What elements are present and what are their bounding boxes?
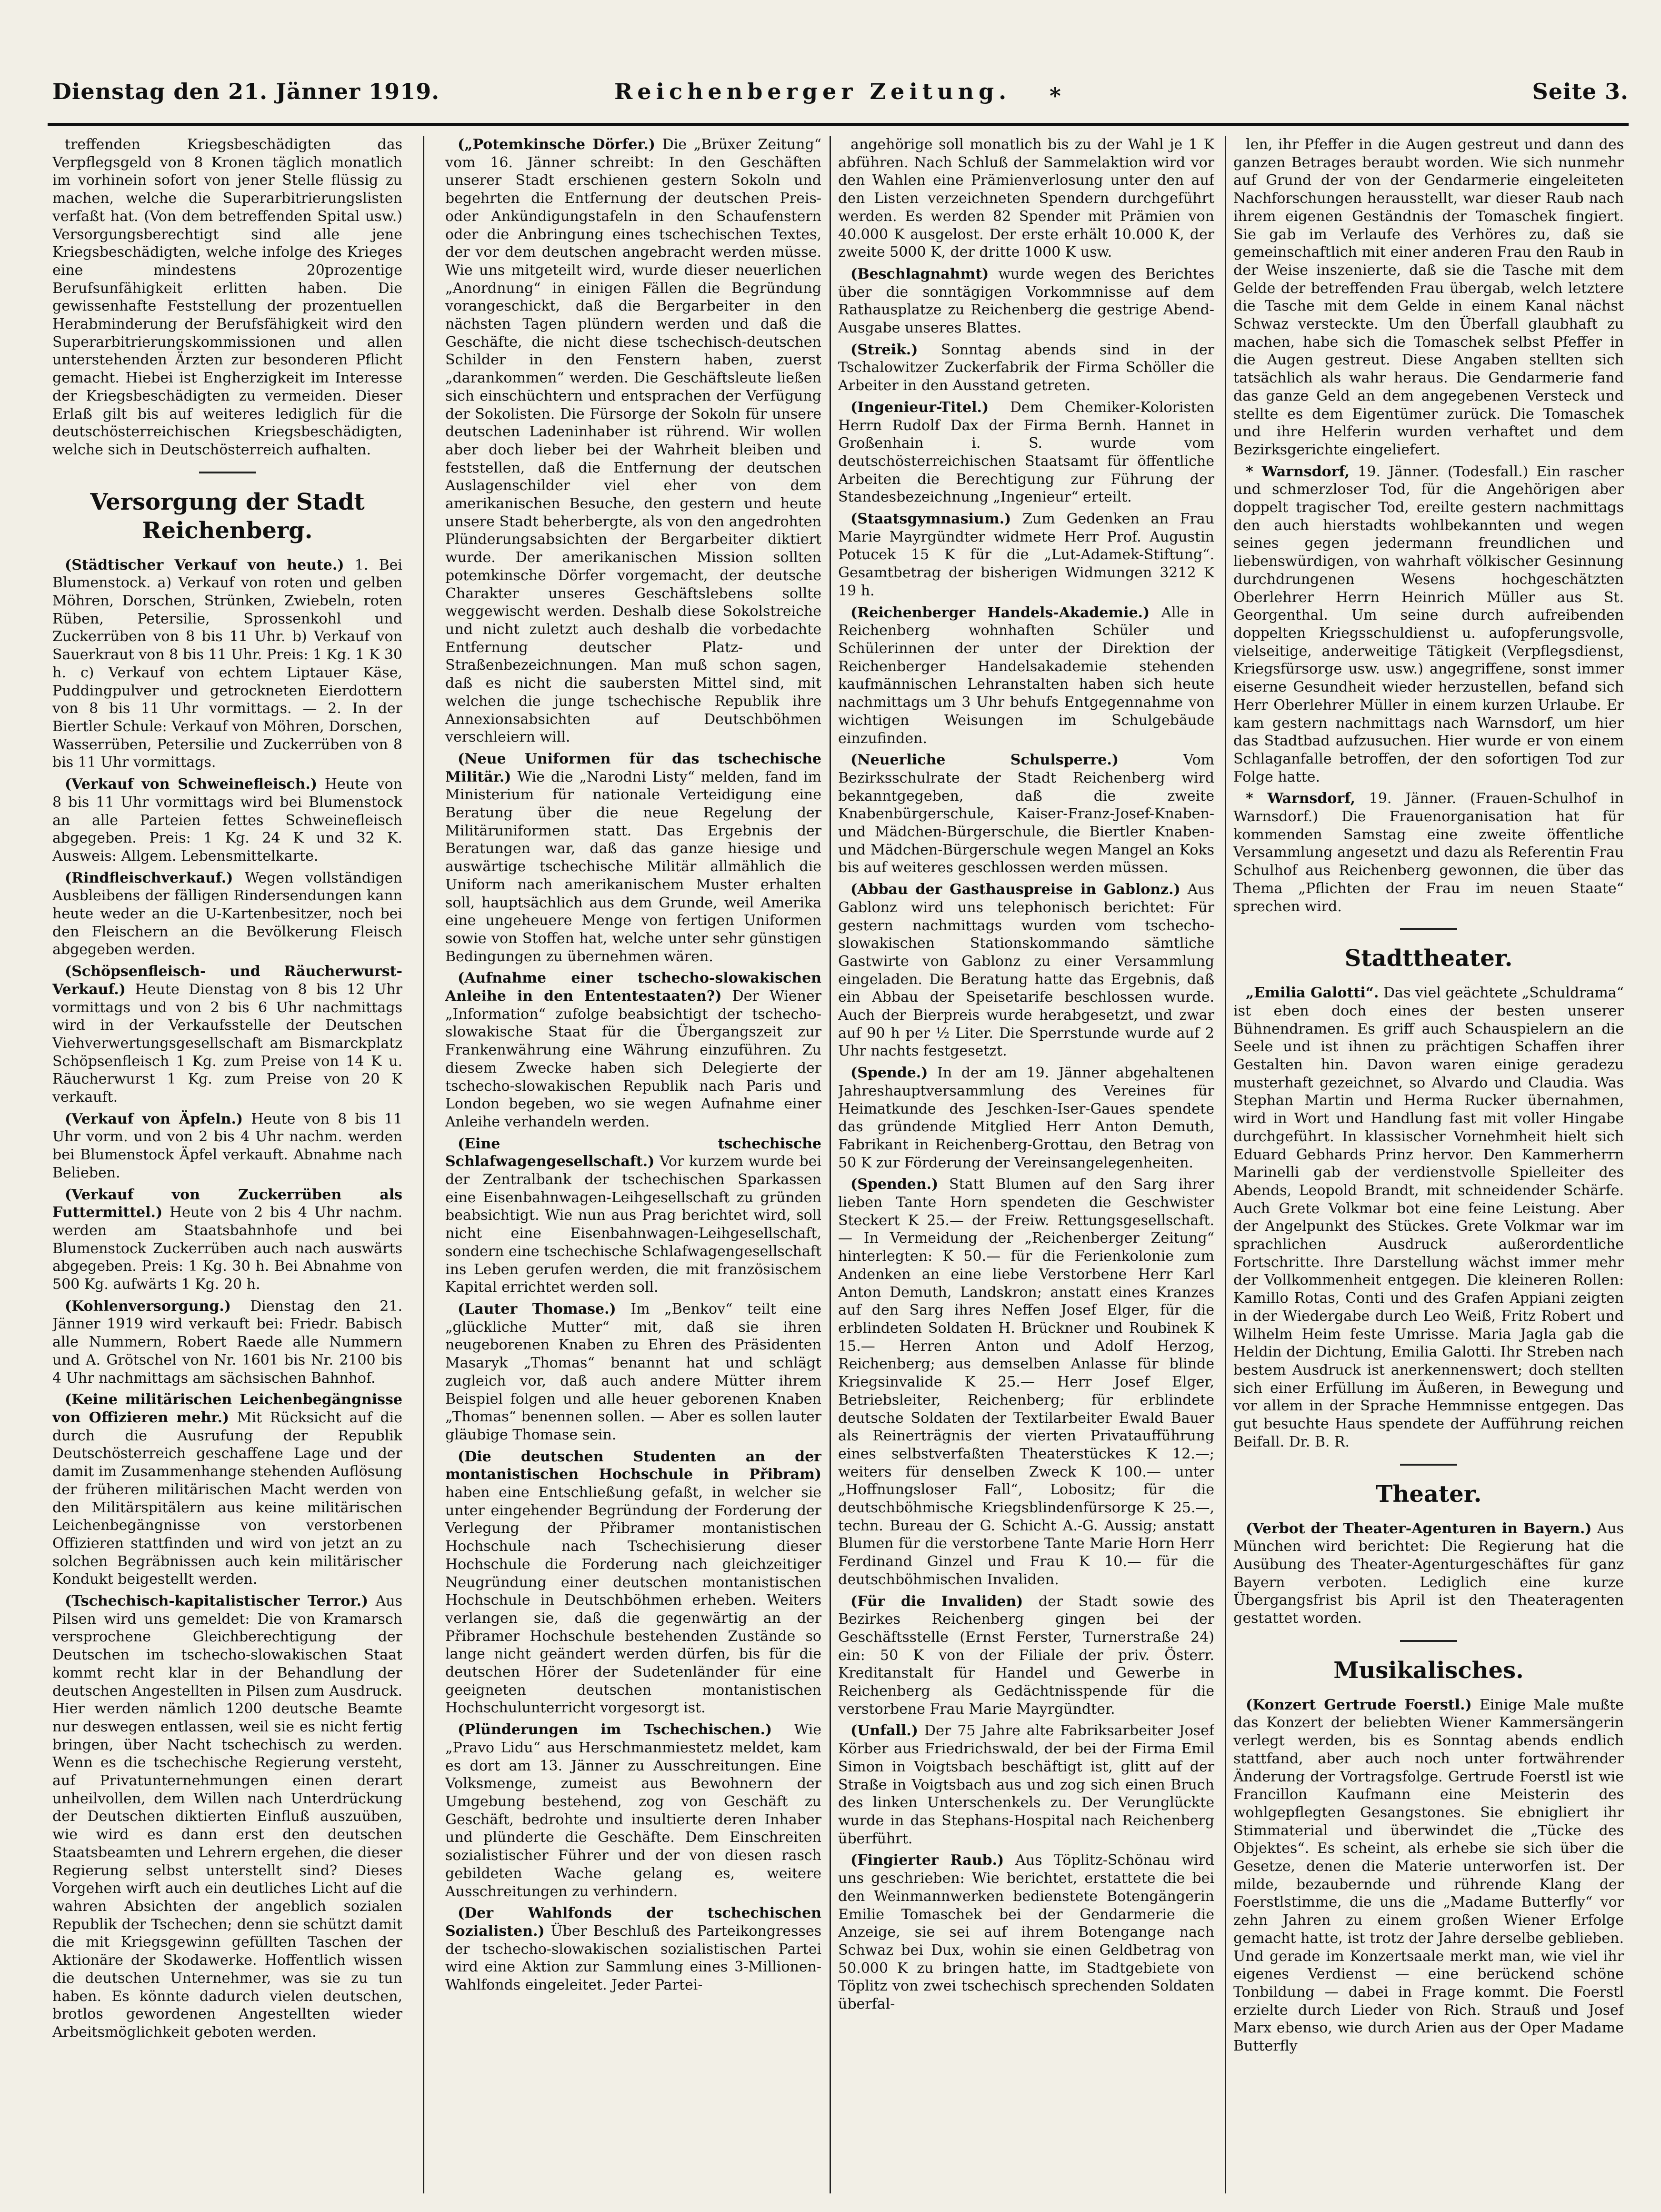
article-paragraph: [52, 556, 402, 772]
article-text: Vom Bezirksschulrate der Stadt Reichenberg wird bekanntgegeben, daß die zweite Knabenbürgerschule, Kaiser-Franz-Josef-Knaben- und Mädchen-Bürgerschule, die Biertler Knaben- und Mädchen-Bürgerschule wegen Mangel an Koks bis auf weiteres geschlossen werden müssen.: [838, 752, 1214, 876]
article-lead: (Reichenberger Handels-Akademie.): [851, 604, 1150, 621]
article-text: haben eine Entschließung gefaßt, in welcher sie unter eingehender Begründung der Forderung der Verlegung der Přibramer montanistischen Hochschule nach Tschechisierung dieser Hochschule die Forderung nach gleichzeitiger Neugründung einer deutschen montanistischen Hochschule in Deutschböhmen erheben. Weiters verlangen sie, daß die gegenwärtig an der Přibramer Hochschule bestehenden Zustände so lange nicht geändert werden dürfen, bis für die deutschen Hörer der Sudetenländer für eine geeigneten deutschen montanistischen Hochschulunterricht vorgesorgt ist.: [445, 1484, 821, 1717]
article-text: Aus Pilsen wird uns gemeldet: Die von Kramarsch versprochene Gleichberechtigung der Deutschen im tschecho-slowakischen Staat kommt recht klar in der Behandlung der deutschen Angestellten in Pilsen zum Ausdruck. Hier werden nämlich 1200 deutsche Beamte nur deswegen entlassen, weil sie es nicht fertig bringen, über Nacht tschechisch zu werden. Wenn es die tschechische Regierung versteht, auf Privatunternehmungen einen derart unheilvollen, dem Willen nach Unterdrückung der Deutschen diktierten Einfluß auszuüben, wie wird es dann erst den deutschen Staatsbeamten und Lehrern ergehen, die dieser Regierung selbst unterstellt sind? Dieses Vorgehen wirft auch ein deutliches Licht auf die wahren Absichten der angeblich sozialen Republik der Tschechen; denn sie schützt damit die mit Kriegsgewinn gefüllten Taschen der Aktionäre der Skodawerke. Hoffentlich wissen die deutschen Unternehmer, was sie zu tun haben. Es könnte dadurch vielen deutschen, brotlos gewordenen Angestellten wieder Arbeitsmöglichkeit geboten werden.: [52, 1593, 402, 2041]
article-paragraph: [445, 969, 821, 1131]
article-lead: (Spenden.): [851, 1176, 939, 1193]
article-lead: (Verkauf von Zuckerrüben als Futtermittel.): [52, 1186, 402, 1221]
article-text: wurde wegen des Berichtes über die sonntägigen Vorkommnisse auf dem Rathausplatze zu Reichenberg die gestrige Abend-Ausgabe unseres Blattes.: [838, 265, 1214, 337]
article-lead: * Warnsdorf,: [1246, 463, 1350, 480]
section-heading: Versorgung der Stadt Reichenberg.: [90, 488, 365, 544]
column-bottom-fade: [52, 2174, 402, 2193]
article-lead: (Aufnahme einer tschecho-slowakischen Anleihe in den Ententestaaten?): [445, 970, 821, 1005]
article-text: Vor kurzem wurde bei der Zentralbank der tschechischen Sparkassen eine Eisenbahnwagen-Leihgesellschaft zu gründen beabsichtigt. Wie nun aus Prag berichtet wird, soll nicht eine Eisenbahnwagen-Leihgesellschaft, sondern eine tschechische Schlafwagengesellschaft ins Leben gerufen werden, die mit französischem Kapital errichtet werden soll.: [445, 1153, 821, 1296]
article-paragraph: [52, 1297, 402, 1388]
article-lead: (Neuerliche Schulsperre.): [851, 752, 1119, 769]
article-text: 19. Jänner. (Todesfall.) Ein rascher und schmerzloser Tod, für die Angehörigen aber doppelt tragischer Tod, ereilte gestern nachmittags den auch hierstadts wohlbekannten und wegen seines gegen jedermann freundlichen und liebenswürdigen, von wahrhaft völkischer Gesinnung durchdrungenen Wesens hochgeschätzten Oberlehrer Herrn Heinrich Müller aus St. Georgenthal. Um seine durch aufreibenden doppelten Kriegsschuldienst u. aufopferungsvolle, vielseitige, anderweitige Tätigkeit (Verpflegsdienst, Kriegsfürsorge usw. usw.) angegriffene, sonst immer eiserne Gesundheit wieder herzustellen, befand sich Herr Oberlehrer Müller in einem kurzen Urlaube. Er kam gestern nachmittags nach Warnsdorf, um hier das Stadtbad aufzusuchen. Hier wurde er von einem Schlaganfalle betroffen, der den sofortigen Tod zur Folge hatte.: [1233, 463, 1624, 785]
article-lead: „Emilia Galotti“.: [1246, 985, 1379, 1002]
page-header: [52, 79, 1629, 126]
article-lead: (Keine militärischen Leichenbegängnisse von Offizieren mehr.): [52, 1391, 402, 1426]
article-text: Aus München wird berichtet: Die Regierung hat die Ausübung des Theater-Agenturgeschäftes für ganz Bayern verboten. Lediglich eine kurze Übergangsfrist bis April ist den Theateragenten gestattet worden.: [1233, 1520, 1624, 1627]
header-date: Dienstag den 21. Jänner 1919.: [52, 79, 440, 104]
article-text: 1. Bei Blumenstock. a) Verkauf von roten und gelben Möhren, Dorschen, Strünken, Zwiebeln, roten Rüben, Petersilie, Sprossenkohl und Zuckerrüben von 8 bis 11 Uhr. b) Verkauf von Sauerkraut von 8 bis 11 Uhr. Preis: 1 Kg. 1 K 30 h. c) Verkauf von echtem Liptauer Käse, Puddingpulver und getrockneten Eierdottern von 8 bis 11 Uhr vormittags. — 2. In der Biertler Schule: Verkauf von Möhren, Dorschen, Wasserrüben, Petersilie und Zuckerrüben von 8 bis 11 Uhr vormittags.: [52, 556, 402, 771]
article-text: der Stadt sowie des Bezirkes Reichenberg gingen bei der Geschäftsstelle (Ernst Ferster, Turnerstraße 24) ein: 50 K von der Filiale der priv. Österr. Kreditanstalt für Handel und Gewerbe in Reichenberg als Gedächtnisspende für die verstorbene Frau Marie Mayrgündter.: [838, 1593, 1214, 1718]
article-text: treffenden Kriegsbeschädigten das Verpflegsgeld von 8 Kronen täglich monatlich im vorhinein sofort von jener Stelle flüssig zu machen, welche die Superarbitrierungslisten verfaßt hat. (Von dem betreffenden Spital usw.) Versorgungsberechtigt sind alle jene Kriegsbeschädigten, welche infolge des Krieges eine mindestens 20prozentige Berufsunfähigkeit erlitten haben. Die gewissenhafte Feststellung der prozentuellen Herabminderung der Berufsfähigkeit wird den Superarbitrierungskommissionen und allen unterstehenden Ärzten zur besonderen Pflicht gemacht. Hiebei ist Engherzigkeit im Interesse der Kriegsbeschädigten zu vermeiden. Dieser Erlaß gilt bis auf weiteres lediglich für die deutschösterreichischen Kriegsbeschädigten, welche sich in Deutschösterreich aufhalten.: [52, 136, 402, 458]
header-newspaper-title: Reichenberger Zeitung.: [614, 79, 1011, 104]
article-lead: (Rindfleischverkauf.): [65, 869, 233, 886]
article-paragraph: [1233, 136, 1624, 459]
article-paragraph: [1233, 984, 1624, 1451]
article-text: 19. Jänner. (Frauen-Schulhof in Warnsdorf.) Die Frauenorganisation hat für kommenden Samstag eine zweite öffentliche Versammlung angesetzt und dazu als Referentin Frau Schulhof aus Reichenberg gewonnen, die über das Thema „Pflichten der Frau im neuen Staate“ sprechen wird.: [1233, 790, 1624, 915]
article-text: Heute Dienstag von 8 bis 12 Uhr vormittags und von 2 bis 6 Uhr nachmittags wird in der Verkaufsstelle der Deutschen Viehverwertungsgesellschaft am Bismarckplatz Schöpsenfleisch 1 Kg. zum Preise von 14 K u. Räucherwurst 1 Kg. zum Preise von 20 K verkauft.: [52, 981, 402, 1106]
section-separator: [1400, 1464, 1457, 1466]
article-paragraph: [52, 775, 402, 865]
column-1: [52, 136, 402, 2193]
article-paragraph: [445, 1300, 821, 1444]
column-divider: [830, 136, 831, 2193]
article-paragraph: [52, 1592, 402, 2041]
article-lead: (Die deutschen Studenten an der montanistischen Hochschule in Přibram): [445, 1448, 821, 1483]
article-text: In der am 19. Jänner abgehaltenen Jahreshauptversammlung des Vereines für Heimatkunde des Jeschken-Iser-Gaues spendete das gründende Mitglied Herr Anton Demuth, Fabrikant in Reichenberg-Grottau, den Betrag von 50 K zur Förderung der Vereinsangelegenheiten.: [838, 1065, 1214, 1171]
article-paragraph: [838, 399, 1214, 506]
article-text: Statt Blumen auf den Sarg ihrer lieben Tante Horn spendeten die Geschwister Steckert K 25.— der Freiw. Rettungsgesellschaft. — In Vermeidung der „Reichenberger Zeitung“ hinterlegten: K 50.— für die Ferienkolonie zum Andenken an eine liebe Verstorbene Herr Karl Anton Demuth, Landskron; anstatt eines Kranzes auf den Sarg ihres Neffen Josef Elger, für die erblindeten Soldaten H. Brückner und Roubinek K 15.— Herren Anton und Adolf Herzog, Reichenberg; aus demselben Anlasse für blinde Kriegsinvalide K 25.— Herr Josef Elger, Betriebsleiter, Reichenberg; für erblindete deutsche Soldaten der Textilarbeiter Ewald Bauer als Reinerträgnis der vierten Privataufführung eines selbstverfaßten Theaterstückes K 12.—; weiters für denselben Zweck K 100.— unter „Hoffnungsloser Fall“, Lobositz; für die deutschböhmische Kriegsblindenfürsorge K 25.—, techn. Bureau der G. Schicht A.-G. Aussig; anstatt Blumen für die verstorbene Tante Marie Horn Herr Ferdinand Ginzel und Frau K 10.— für die deutschböhmischen Invaliden.: [838, 1176, 1214, 1588]
article-text: Wie „Pravo Lidu“ aus Herschmanmiestetz meldet, kam es dort am 13. Jänner zu Ausschreitungen. Eine Volksmenge, zumeist aus Bewohnern der Umgebung bestehend, zog von Geschäft zu Geschäft, bedrohte und insultierte deren Inhaber und plünderte die Geschäfte. Dem Einschreiten sozialistischer Führer und der von diesen rasch gebildeten Wache gelang es, weitere Ausschreitungen zu verhindern.: [445, 1721, 821, 1900]
header-page-number: Seite 3.: [1532, 79, 1629, 104]
article-paragraph: [445, 1721, 821, 1900]
article-text: Einige Male mußte das Konzert der beliebten Wiener Kammersängerin verlegt werden, bis es Sonntag abends endlich stattfand, aber auch noch unter fortwährender Änderung der Vortragsfolge. Gertrude Foerstl ist wie Francillon Kaufmann eine Meisterin des wohlgepflegten Gesangstones. Sie ebnigliert ihr Stimmaterial und überwindet die „Tücke des Objektes“. Es scheint, als erhebe sie sich über die Gesetze, denen die Materie unterworfen ist. Der milde, bezaubernde und rührende Klang der Foerstlstimme, die uns die „Madame Butterfly“ vor zehn Jahren zu einem großen Wiener Erfolge gemacht hatte, ist trotz der Jahre derselbe geblieben. Und gerade im Konzertsaale merkt man, wie viel ihr eigenes Verdienst — eine berückend schöne Tonbildung — dabei in Frage kommt. Die Foerstl erzielte durch Lieder von Rich. Strauß und Josef Marx ebenso, wie durch Arien aus der Oper Madame Butterfly: [1233, 1696, 1624, 2055]
article-lead: (Plünderungen im Tschechischen.): [458, 1721, 772, 1739]
article-paragraph: [838, 604, 1214, 748]
article-text: Dem Chemiker-Koloristen Herrn Rudolf Dax der Firma Bernh. Hannet in Großenhain i. S. wurde vom deutschösterreichischen Staatsamt für öffentliche Arbeiten die Berechtigung zur Führung der Standesbezeichnung „Ingenieur“ erteilt.: [838, 399, 1214, 506]
article-text: Wie die „Narodni Listy“ melden, fand im Ministerium für nationale Verteidigung eine Beratung über die neue Regelung der Militäruniformen statt. Das Ergebnis der Beratungen war, daß das ganze hiesige und auswärtige tschechische Militär allmählich die Uniform nach amerikanischem Muster erhalten soll, hauptsächlich aus dem Grunde, weil Amerika eine ungeheuere Menge von fertigen Uniformen sowie von Stoffen hat, welche unter sehr günstigen Bedingungen zu übernehmen wären.: [445, 768, 821, 965]
article-lead: („Potemkinsche Dörfer.): [458, 136, 655, 153]
article-paragraph: [52, 1391, 402, 1589]
article-lead: (Verkauf von Schweinefleisch.): [65, 776, 318, 793]
article-lead: (Fingierter Raub.): [851, 1852, 1004, 1869]
article-paragraph: [445, 750, 821, 965]
column-3: [838, 136, 1214, 2193]
section-heading: Stadttheater.: [1344, 945, 1513, 972]
article-paragraph: [445, 136, 821, 746]
article-text: Aus Gablonz wird uns telephonisch berichtet: Für gestern nachmittags wurden vom tschecho-slowakischen Stationskommando sämtliche Gastwirte von Gablonz zu einer Versammlung eingeladen. Die Beratung hatte das Ergebnis, daß ein Abbau der Speisetarife beschlossen wurde. Auch der Bierpreis wurde herabgesetzt, und zwar auf 90 h per ½ Liter. Die Sperrstunde wurde auf 2 Uhr nachts festgesetzt.: [838, 881, 1214, 1060]
article-paragraph: [838, 136, 1214, 261]
article-text: Heute von 2 bis 4 Uhr nachm. werden am Staatsbahnhofe und bei Blumenstock Zuckerrüben auch nach auswärts abgegeben. Preis: 1 Kg. 30 h. Bei Abnahme von 500 Kg. aufwärts 1 Kg. 20 h.: [52, 1204, 402, 1293]
column-4: [1233, 136, 1624, 2193]
article-paragraph: [838, 1064, 1214, 1172]
header-rule: [48, 123, 1629, 126]
section-heading: Musikalisches.: [1333, 1657, 1524, 1684]
article-paragraph: [838, 751, 1214, 877]
article-text: angehörige soll monatlich bis zu der Wahl je 1 K abführen. Nach Schluß der Sammelaktion wird vor den Wahlen eine Prämienverlosung unter den auf den Listen verzeichneten Spendern durchgeführt werden. Es werden 82 Spender mit Prämien von 40.000 K ausgelost. Der erste erhält 10.000 K, der zweite 5000 K, der dritte 1000 K usw.: [838, 136, 1214, 261]
column-bottom-fade: [445, 2174, 821, 2193]
section-separator: [199, 472, 256, 473]
article-text: Aus Töplitz-Schönau wird uns geschrieben: Wie berichtet, erstattete die bei den Weinmannwerken bedienstete Botengängerin Emilie Tomaschek bei der Gendarmerie die Anzeige, sie sei auf ihrem Botengange nach Schwaz bei Dux, wohin sie einen Geldbetrag von 50.000 K zu bringen hatte, im Stadtgebiete von Töplitz von zwei tschechisch sprechenden Soldaten überfal-: [838, 1852, 1214, 2013]
article-paragraph: [838, 510, 1214, 600]
article-paragraph: [52, 963, 402, 1106]
article-text: Sonntag abends sind in der Tschalowitzer Zuckerfabrik der Firma Schöller die Arbeiter in den Ausstand getreten.: [838, 341, 1214, 394]
article-paragraph: [838, 265, 1214, 337]
article-paragraph: [838, 1176, 1214, 1589]
article-lead: (Unfall.): [851, 1722, 918, 1739]
article-paragraph: [1233, 790, 1624, 915]
article-paragraph: [52, 136, 402, 459]
article-lead: (Städtischer Verkauf von heute.): [65, 556, 344, 573]
article-text: Dienstag den 21. Jänner 1919 wird verkauft bei: Friedr. Babisch alle Nummern, Robert Raede alle Nummern und A. Grötschel von Nr. 1601 bis Nr. 2100 bis 4 Uhr nachmittags am sächsischen Bahnhof.: [52, 1297, 402, 1387]
article-paragraph: [1233, 463, 1624, 786]
article-text: Über Beschluß des Parteikongresses der tschecho-slowakischen sozialistischen Partei wird eine Aktion zur Sammlung eines 3-Millionen-Wahlfonds eingeleitet. Jeder Partei-: [445, 1922, 821, 1994]
article-paragraph: [445, 1904, 821, 1994]
article-text: Mit Rücksicht auf die durch die Ausrufung der Republik Deutschösterreich geschaffene Lage und der damit im Zusammenhange stehenden Auflösung der früheren militärischen Macht werden von den Militärspitälern aus keine militärischen Leichenbegängnisse von verstorbenen Offizieren stattfinden und wird von jetzt an zu solchen Begräbnissen auch kein militärischer Kondukt beigestellt werden.: [52, 1409, 402, 1588]
article-lead: (Eine tschechische Schlafwagengesellschaft.): [445, 1135, 821, 1170]
article-paragraph: [1233, 1520, 1624, 1628]
section-separator: [1400, 1640, 1457, 1642]
article-lead: (Streik.): [851, 341, 918, 358]
article-paragraph: [1233, 1696, 1624, 2055]
article-text: Heute von 8 bis 11 Uhr vormittags wird bei Blumenstock an alle Parteien fettes Schweinefleisch abgegeben. Preis: 1 Kg. 24 K und 32 K. Ausweis: Allgem. Lebensmittelkarte.: [52, 776, 402, 865]
article-paragraph: [445, 1135, 821, 1297]
section-separator: [1400, 928, 1457, 930]
article-lead: (Der Wahlfonds der tschechischen Sozialisten.): [445, 1905, 821, 1940]
article-lead: (Beschlagnahmt): [851, 265, 989, 282]
column-2: [445, 136, 821, 2193]
article-lead: (Schöpsenfleisch- und Räucherwurst-Verkauf.): [52, 963, 402, 998]
article-text: Wegen vollständigen Ausbleibens der fälligen Rindersendungen kann heute weder an die U-Kartenbesitzer, noch bei den Fleischern an die Bevölkerung Fleisch abgegeben werden.: [52, 869, 402, 958]
section-heading: Theater.: [1375, 1480, 1482, 1508]
article-lead: (Lauter Thomase.): [458, 1301, 616, 1317]
article-text: len, ihr Pfeffer in die Augen gestreut und dann des ganzen Betrages beraubt worden. Wie sich nunmehr auf Grund der von der Gendarmerie eingeleiteten Nachforschungen herausstellt, war dieser Raub nach ihrem eigenen Geständnis der Tomaschek fingiert. Sie gab im Verlaufe des Verhöres zu, daß sie gemeinschaftlich mit einer anderen Frau den Raub in der Weise inszenierte, daß sie die Tasche mit dem Gelde der betreffenden Frau übergab, welch letztere die Tasche mit dem Gelde in einem Kanal nächst Schwaz versteckte. Um den Überfall glaubhaft zu machen, habe sich die Tomaschek selbst Pfeffer in die Augen gestreut. Diese Angaben stellten sich tatsächlich als wahr heraus. Die Gendarmerie fand das ganze Geld an dem angegebenen Versteck und stellte es dem Eigentümer zurück. Die Tomaschek und ihre Helferin wurden verhaftet und dem Bezirksgerichte eingeliefert.: [1233, 136, 1624, 458]
article-text: Der 75 Jahre alte Fabriksarbeiter Josef Körber aus Friedrichswald, der bei der Firma Emil Simon in Voigtsbach beschäftigt ist, glitt auf der Straße in Voigtsbach aus und zog sich einen Bruch des linken Unterschenkels zu. Der Verunglückte wurde in das Stephans-Hospital nach Reichenberg überführt.: [838, 1722, 1214, 1847]
article-text: Zum Gedenken an Frau Marie Mayrgündter widmete Herr Prof. Augustin Potucek 15 K für die „Lut-Adamek-Stiftung“. Gesamtbetrag der bisherigen Widmungen 3212 K 19 h.: [838, 511, 1214, 599]
column-divider: [1225, 136, 1226, 2193]
article-lead: (Für die Invaliden): [851, 1593, 1023, 1610]
article-text: Heute von 8 bis 11 Uhr vorm. und von 2 bis 4 Uhr nachm. werden bei Blumenstock Äpfel verkauft. Abnahme nach Belieben.: [52, 1110, 402, 1181]
article-paragraph: [52, 1110, 402, 1182]
article-lead: (Neue Uniformen für das tschechische Militär.): [445, 750, 821, 785]
article-paragraph: [838, 341, 1214, 395]
article-paragraph: [445, 1448, 821, 1718]
article-paragraph: [838, 1851, 1214, 2013]
article-text: Das viel geächtete „Schuldrama“ ist eben doch eines der besten unserer Bühnendramen. Es griff auch Schauspielern an die Seele und ist ihnen zu prächtigen Schaffen ihrer Gestalten hin. Davon waren einige geradezu musterhaft gezeichnet, so Alvardo und Claudia. Was Stephan Martin und Herma Rucker übernahmen, wird in Wort und Handlung fast mit voller Hingabe durchgeführt. In klassischer Vornehmheit hielt sich Eduard Gebhards Prinz hervor. Den Kammerherrn Marinelli gab der verdienstvolle Spielleiter des Abends, Leopold Brandt, mit schneidender Schärfe. Auch Grete Volkmar bot eine feine Leistung. Aber der Angelpunkt des Stückes. Grete Volkmar war im sprachlichen Ausdruck außerordentliche Fortschritte. Ihre Darstellung wächst immer mehr der Vollkommenheit entgegen. Die kleineren Rollen: Kamillo Rotas, Conti und des Grafen Appiani zeigten in der Wiedergabe durch Leo Weiß, Fritz Robert und Wilhelm Heim feste Umrisse. Maria Jagla gab die Heldin der Dichtung, Emilia Galotti. Ihr Streben nach bestem Ausdruck ist anerkennenswert; doch stellten sich einer Erfüllung im Äußeren, in Bewegung und vor allem in der Sprache Hemmnisse entgegen. Das gut besuchte Haus spendete der Aufführung reichen Beifall. Dr. B. R.: [1233, 985, 1624, 1450]
article-paragraph: [838, 1593, 1214, 1719]
article-paragraph: [52, 869, 402, 959]
article-lead: (Spende.): [851, 1065, 928, 1082]
article-paragraph: [838, 881, 1214, 1060]
article-lead: * Warnsdorf,: [1246, 790, 1355, 807]
article-lead: (Abbau der Gasthauspreise in Gablonz.): [851, 881, 1181, 898]
article-paragraph: [52, 1186, 402, 1294]
article-lead: (Ingenieur-Titel.): [851, 399, 989, 416]
article-text: Der Wiener „Information“ zufolge beabsichtigt der tschecho-slowakische Staat für die Übergangszeit zur Frankenwährung eine Währung einzuführen. Zu diesem Zwecke haben sich Delegierte der tschecho-slowakischen Republik nach Paris und London begeben, wo sie wegen Aufnahme einer Anleihe verhandeln werden.: [445, 988, 821, 1130]
article-lead: (Kohlenversorgung.): [65, 1297, 231, 1315]
column-bottom-fade: [838, 2174, 1214, 2193]
article-text: Die „Brüxer Zeitung“ vom 16. Jänner schreibt: In den Geschäften unserer Stadt erschienen gestern Sokoln und begehrten die Entfernung der deutschen Preis- oder Ankündigungstafeln in den Schaufenstern oder die Anbringung eines tschechischen Textes, der vor dem deutschen angebracht werden müsse. Wie uns mitgeteilt wird, wurde dieser neuerlichen „Anordnung“ in einigen Fällen die Begründung vorangeschickt, daß die Bergarbeiter in den nächsten Tagen plündern werden und daß die Geschäfte, die nicht diese tschechisch-deutschen Schilder in den Fenstern haben, zuerst „darankommen“ werden. Die Geschäftsleute ließen sich einschüchtern und entsprachen der Verfügung der Sokolisten. Die Fürsorge der Sokoln für unsere deutschen Ladeninhaber ist rührend. Wir wollen aber doch lieber bei der Wahrheit bleiben und feststellen, daß die Entfernung der deutschen Auslagenschilder viel eher von dem amerikanischen Besuche, den gestern und heute unsere Stadt beherbergte, als von den angedrohten Plünderungsabsichten der Bergarbeiter diktiert wurde. Der amerikanischen Mission sollten potemkinsche Dörfer vorgemacht, der deutsche Charakter unseres Geschäftslebens sollte weggewischt werden. Deshalb diese Sokolstreiche und nicht zuletzt auch deshalb die vorbedachte Entfernung deutscher Platz- und Straßenbezeichnungen. Man muß schon sagen, daß es nicht die saubersten Mittel sind, mit welchen die junge tschechische Republik ihre Annexionsabsichten auf Deutschböhmen verschleiern will.: [445, 136, 821, 746]
article-paragraph: [838, 1722, 1214, 1848]
header-ornament: ∗: [1048, 79, 1063, 104]
article-text: Alle in Reichenberg wohnhaften Schüler und Schülerinnen der unter der Direktion der Reichenberger Handelsakademie stehenden kaufmännischen Lehranstalten haben sich heute nachmittags um 3 Uhr behufs Entgegennahme von wichtigen Weisungen im Schulgebäude einzufinden.: [838, 604, 1214, 747]
article-lead: (Staatsgymnasium.): [851, 511, 1011, 528]
article-lead: (Verbot der Theater-Agenturen in Bayern.): [1246, 1520, 1592, 1537]
article-lead: (Konzert Gertrude Foerstl.): [1246, 1696, 1472, 1713]
article-lead: (Verkauf von Äpfeln.): [65, 1110, 243, 1127]
column-divider: [423, 136, 424, 2193]
column-bottom-fade: [1233, 2174, 1624, 2193]
article-lead: (Tschechisch-kapitalistischer Terror.): [65, 1593, 369, 1610]
article-text: Im „Benkov“ teilt eine „glückliche Mutter“ mit, daß sie ihren neugeborenen Knaben zu Ehren des Präsidenten Masaryk „Thomas“ benannt hat und schlägt zugleich vor, daß auch andere Mütter ihrem Beispiel folgen und alle heuer geborenen Knaben „Thomas“ benennen sollen. — Aber es sollen lauter gläubige Thomase sein.: [445, 1301, 821, 1443]
